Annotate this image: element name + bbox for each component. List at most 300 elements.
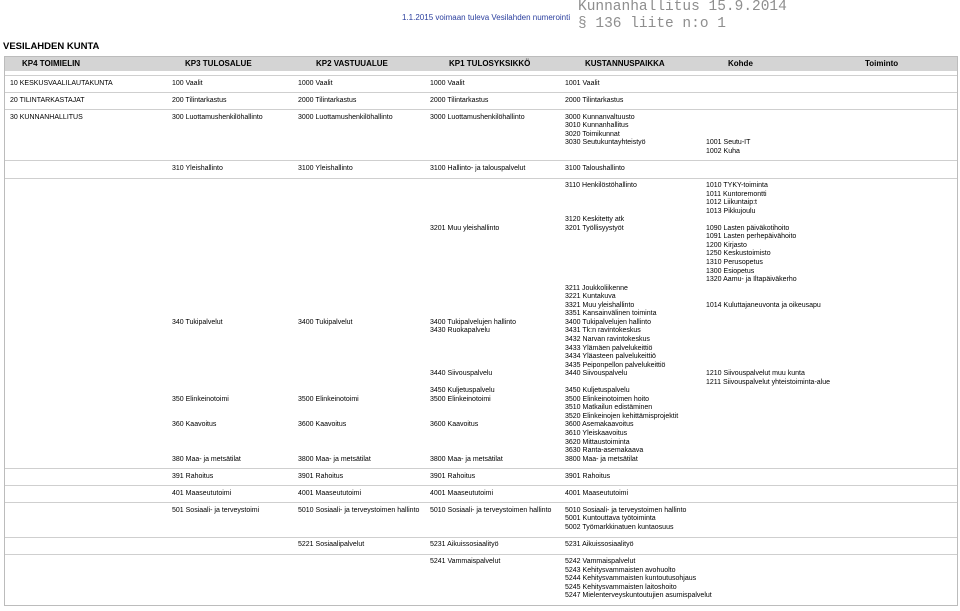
- target-name: Kuntoremontti: [723, 190, 767, 198]
- cost-center-name: Tilintarkastus: [582, 96, 624, 104]
- account-group: [5, 97, 957, 106]
- cost-center-cell: [565, 302, 634, 311]
- kp1-name: Muu yleishallinto: [447, 224, 500, 232]
- cost-center-name: Joukkoliikenne: [582, 284, 628, 292]
- kp1-name: Vammaispalvelut: [447, 558, 501, 566]
- kp1-cell: [430, 114, 525, 123]
- kp3-code: 360: [172, 421, 184, 429]
- cost-center-name: Elinkeinojen kehittämisprojektit: [582, 412, 679, 420]
- target-code: 1211: [706, 378, 722, 386]
- kp2-name: Elinkeinotoimi: [315, 395, 359, 403]
- kp1-cell: [430, 490, 493, 499]
- table-row: [5, 413, 957, 422]
- table-body: [5, 71, 957, 601]
- target-code: 1300: [706, 267, 722, 275]
- kp4-code: 20: [10, 96, 18, 104]
- kp1-cell: [430, 97, 488, 106]
- kp3-name: Sosiaali- ja terveystoimi: [185, 506, 260, 514]
- kp2-name: Sosiaali- ja terveystoimen hallinto: [315, 506, 420, 514]
- column-header-kp1: KP1 TULOSYKSIKKÖ: [449, 59, 531, 68]
- table-row: [5, 97, 957, 106]
- target-cell: [706, 182, 768, 191]
- kp3-cell: [172, 473, 213, 482]
- target-name: Pikkujoulu: [723, 207, 756, 215]
- cost-center-cell: [565, 122, 628, 131]
- table-row: [5, 456, 957, 465]
- cost-center-cell: [565, 421, 634, 430]
- kp1-name: Rahoitus: [447, 472, 476, 480]
- column-header-target: Kohde: [728, 59, 753, 68]
- cost-center-code: 2000: [565, 96, 581, 104]
- kp1-cell: [430, 327, 490, 336]
- cost-center-cell: [565, 345, 652, 354]
- table-row: [5, 216, 957, 225]
- kp1-code: 3201: [430, 224, 446, 232]
- target-name: Siivouspalvelut muu kunta: [723, 370, 805, 378]
- kp1-code: 3000: [430, 113, 446, 121]
- cost-center-cell: [565, 490, 628, 499]
- kp2-code: 3800: [298, 455, 314, 463]
- kp3-code: 100: [172, 79, 184, 87]
- stamp-appendix-line: § 136 liite n:o 1: [578, 16, 726, 32]
- target-name: Aamu- ja Iltapäiväkerho: [723, 276, 797, 284]
- target-cell: [706, 139, 750, 148]
- target-cell: [706, 225, 789, 234]
- kp3-name: Elinkeinotoimi: [185, 395, 229, 403]
- target-name: Seutu-IT: [723, 139, 751, 147]
- cost-center-code: 3450: [565, 387, 581, 395]
- cost-center-code: 3520: [565, 412, 581, 420]
- target-name: Liikuntaip:t: [723, 199, 757, 207]
- kp1-code: 3450: [430, 387, 446, 395]
- kp1-cell: [430, 558, 500, 567]
- target-code: 1091: [706, 233, 722, 241]
- table-row: [5, 208, 957, 217]
- cost-center-cell: [565, 336, 650, 345]
- cost-center-name: Mielenterveyskuntoutujien asumispalvelut: [582, 592, 712, 600]
- cost-center-code: 3610: [565, 429, 581, 437]
- kp2-code: 5010: [298, 506, 314, 514]
- cost-center-code: 3010: [565, 122, 581, 130]
- kp2-cell: [298, 165, 353, 174]
- table-row: [5, 515, 957, 524]
- table-row: [5, 447, 957, 456]
- account-group: [5, 165, 957, 174]
- kp2-cell: [298, 456, 371, 465]
- kp1-cell: [430, 225, 499, 234]
- kp1-name: Aikuissosiaalityö: [447, 541, 499, 549]
- table-row: [5, 259, 957, 268]
- table-row: [5, 362, 957, 371]
- kp1-code: 4001: [430, 489, 446, 497]
- cost-center-cell: [565, 575, 696, 584]
- cost-center-cell: [565, 285, 628, 294]
- cost-center-name: Maaseututoimi: [582, 489, 629, 497]
- kp1-cell: [430, 507, 551, 516]
- table-row: [5, 541, 957, 550]
- target-cell: [706, 259, 763, 268]
- cost-center-name: Tukipalvelujen hallinto: [582, 318, 652, 326]
- row-separator: [5, 88, 957, 97]
- cost-center-name: Vaalit: [582, 79, 600, 87]
- kp4-name: KESKUSVAALILAUTAKUNTA: [19, 79, 113, 87]
- table-row: [5, 567, 957, 576]
- cost-center-code: 3211: [565, 284, 581, 292]
- table-row: [5, 575, 957, 584]
- cost-center-name: Matkailun edistäminen: [582, 404, 653, 412]
- target-name: Lasten perhepäivähoito: [723, 233, 797, 241]
- cost-center-name: Muu yleishallinto: [582, 301, 635, 309]
- kp2-code: 4001: [298, 489, 314, 497]
- account-group: [5, 473, 957, 482]
- cost-center-cell: [565, 439, 630, 448]
- table-row: [5, 276, 957, 285]
- cost-center-cell: [565, 404, 652, 413]
- row-separator: [5, 481, 957, 490]
- kp3-code: 200: [172, 96, 184, 104]
- cost-center-name: Yläasteen palvelukeittiö: [582, 353, 656, 361]
- target-cell: [706, 199, 757, 208]
- meeting-stamp: [578, 0, 787, 33]
- kp1-cell: [430, 396, 491, 405]
- table-row: [5, 584, 957, 593]
- table-row: [5, 387, 957, 396]
- row-separator: [5, 174, 957, 183]
- cost-center-cell: [565, 319, 651, 328]
- cost-center-name: Yleiskaavoitus: [582, 429, 628, 437]
- cost-center-name: Kansainvälinen toiminta: [582, 310, 657, 318]
- cost-center-name: Ranta-asemakaava: [582, 447, 644, 455]
- account-group: [5, 558, 957, 601]
- cost-center-code: 3500: [565, 395, 581, 403]
- kp1-name: Luottamushenkilöhallinto: [447, 113, 525, 121]
- cost-center-cell: [565, 507, 686, 516]
- cost-center-name: Henkilöstöhallinto: [582, 182, 637, 190]
- table-row: [5, 524, 957, 533]
- cost-center-code: 3620: [565, 438, 581, 446]
- account-structure-table: [4, 56, 958, 606]
- table-row: [5, 199, 957, 208]
- row-separator: [5, 464, 957, 473]
- kp3-name: Tilintarkastus: [185, 96, 227, 104]
- cost-center-cell: [565, 310, 656, 319]
- cost-center-name: Toimikunnat: [582, 130, 620, 138]
- kp3-cell: [172, 421, 216, 430]
- target-cell: [706, 370, 805, 379]
- table-row: [5, 191, 957, 200]
- account-group: [5, 80, 957, 89]
- table-row: [5, 285, 957, 294]
- target-code: 1090: [706, 224, 722, 232]
- cost-center-code: 3201: [565, 224, 581, 232]
- cost-center-name: Maa- ja metsätilat: [582, 455, 638, 463]
- cost-center-code: 3901: [565, 472, 581, 480]
- kp1-code: 3901: [430, 472, 446, 480]
- table-row: [5, 225, 957, 234]
- kp2-cell: [298, 541, 364, 550]
- cost-center-cell: [565, 97, 623, 106]
- column-header-kp4: KP4 TOIMIELIN: [22, 59, 81, 68]
- kp2-name: Maaseututoimi: [315, 489, 362, 497]
- table-row: [5, 250, 957, 259]
- kp1-code: 3440: [430, 370, 446, 378]
- cost-center-cell: [565, 413, 678, 422]
- kp2-code: 2000: [298, 96, 314, 104]
- kp4-cell: [10, 80, 113, 89]
- kp2-name: Yleishallinto: [315, 165, 353, 173]
- kp2-name: Kaavoitus: [315, 421, 347, 429]
- target-code: 1320: [706, 276, 722, 284]
- kp1-name: Kaavoitus: [447, 421, 479, 429]
- cost-center-name: Narvan ravintokeskus: [582, 335, 650, 343]
- cost-center-cell: [565, 456, 638, 465]
- cost-center-code: 5247: [565, 592, 581, 600]
- kp3-name: Luottamushenkilöhallinto: [185, 113, 263, 121]
- cost-center-code: 3030: [565, 139, 581, 147]
- cost-center-name: Siivouspalvelu: [582, 370, 628, 378]
- kp2-cell: [298, 473, 343, 482]
- kp3-cell: [172, 396, 229, 405]
- kp2-cell: [298, 507, 419, 516]
- kp3-code: 391: [172, 472, 184, 480]
- account-group: [5, 490, 957, 499]
- cost-center-code: 3221: [565, 293, 581, 301]
- row-separator: [5, 105, 957, 114]
- cost-center-code: 3100: [565, 165, 581, 173]
- target-code: 1250: [706, 250, 722, 258]
- kp2-name: Tukipalvelut: [315, 318, 353, 326]
- table-row: [5, 131, 957, 140]
- table-row: [5, 353, 957, 362]
- kp3-code: 300: [172, 113, 184, 121]
- cost-center-code: 3120: [565, 216, 581, 224]
- kp3-name: Kaavoitus: [185, 421, 217, 429]
- stamp-meeting-line: Kunnanhallitus 15.9.2014: [578, 0, 787, 15]
- cost-center-code: 3431: [565, 327, 581, 335]
- cost-center-cell: [565, 541, 634, 550]
- kp2-cell: [298, 97, 356, 106]
- cost-center-code: 5244: [565, 575, 581, 583]
- kp1-cell: [430, 319, 516, 328]
- table-row: [5, 182, 957, 191]
- target-cell: [706, 233, 796, 242]
- table-row: [5, 430, 957, 439]
- kp1-code: 5231: [430, 541, 446, 549]
- table-header: [5, 57, 957, 71]
- target-name: Esiopetus: [723, 267, 755, 275]
- table-row: [5, 242, 957, 251]
- cost-center-name: Mittaustoiminta: [582, 438, 630, 446]
- cost-center-name: Rahoitus: [582, 472, 611, 480]
- kp3-cell: [172, 490, 231, 499]
- target-cell: [706, 276, 797, 285]
- target-name: Kuluttajaneuvonta ja oikeusapu: [723, 301, 821, 309]
- target-cell: [706, 208, 755, 217]
- table-row: [5, 233, 957, 242]
- kp3-code: 310: [172, 165, 184, 173]
- cost-center-cell: [565, 165, 625, 174]
- target-name: Kirjasto: [723, 241, 747, 249]
- table-row: [5, 473, 957, 482]
- kp1-cell: [430, 456, 503, 465]
- kp2-cell: [298, 396, 359, 405]
- kp1-name: Kuljetuspalvelu: [447, 387, 495, 395]
- kp2-name: Rahoitus: [315, 472, 344, 480]
- table-row: [5, 310, 957, 319]
- cost-center-name: Sosiaali- ja terveystoimen hallinto: [582, 506, 687, 514]
- cost-center-code: 3321: [565, 301, 581, 309]
- row-separator: [5, 156, 957, 165]
- target-name: Siivouspalvelut yhteistoiminta-alue: [723, 378, 831, 386]
- kp1-code: 3400: [430, 318, 446, 326]
- table-row: [5, 302, 957, 311]
- kp1-code: 5010: [430, 506, 446, 514]
- cost-center-cell: [565, 139, 646, 148]
- cost-center-cell: [565, 182, 637, 191]
- kp2-code: 3500: [298, 395, 314, 403]
- kp1-code: 1000: [430, 79, 446, 87]
- kp3-cell: [172, 114, 263, 123]
- cost-center-cell: [565, 430, 627, 439]
- kp3-cell: [172, 456, 241, 465]
- cost-center-code: 3433: [565, 344, 581, 352]
- cost-center-name: Kehitysvammaisten avohuolto: [582, 566, 676, 574]
- cost-center-code: 3440: [565, 370, 581, 378]
- kp1-code: 3500: [430, 395, 446, 403]
- target-cell: [706, 379, 830, 388]
- kp2-code: 3600: [298, 421, 314, 429]
- cost-center-cell: [565, 327, 641, 336]
- column-header-kp2: KP2 VASTUUALUE: [316, 59, 388, 68]
- row-separator: [5, 533, 957, 542]
- target-name: Lasten päiväkotihoito: [723, 224, 790, 232]
- cost-center-name: Työmarkkinatuen kuntaosuus: [582, 523, 674, 531]
- kp3-cell: [172, 165, 223, 174]
- kp3-name: Rahoitus: [185, 472, 214, 480]
- kp1-cell: [430, 473, 475, 482]
- kp1-code: 3430: [430, 327, 446, 335]
- cost-center-cell: [565, 396, 649, 405]
- cost-center-cell: [565, 567, 676, 576]
- kp2-name: Sosiaalipalvelut: [315, 541, 365, 549]
- target-name: Kuha: [723, 147, 740, 155]
- kp2-name: Luottamushenkilöhallinto: [315, 113, 393, 121]
- table-row: [5, 379, 957, 388]
- target-code: 1310: [706, 259, 722, 267]
- cost-center-code: 3510: [565, 404, 581, 412]
- cost-center-name: Keskitetty atk: [582, 216, 625, 224]
- cost-center-code: 5231: [565, 541, 581, 549]
- cost-center-cell: [565, 370, 627, 379]
- cost-center-cell: [565, 216, 624, 225]
- target-name: Perusopetus: [723, 259, 763, 267]
- kp4-code: 10: [10, 79, 18, 87]
- kp2-code: 1000: [298, 79, 314, 87]
- cost-center-name: Asemakaavoitus: [582, 421, 634, 429]
- kp1-code: 5241: [430, 558, 446, 566]
- cost-center-cell: [565, 387, 630, 396]
- target-cell: [706, 250, 771, 259]
- row-separator: [5, 71, 957, 80]
- cost-center-cell: [565, 225, 624, 234]
- kp4-name: TILINTARKASTAJAT: [19, 96, 85, 104]
- cost-center-cell: [565, 584, 677, 593]
- kp2-cell: [298, 421, 346, 430]
- kp1-name: Maa- ja metsätilat: [447, 455, 503, 463]
- kp1-cell: [430, 370, 492, 379]
- cost-center-name: Seutukuntayhteistyö: [582, 139, 646, 147]
- cost-center-code: 3110: [565, 182, 581, 190]
- cost-center-name: Kuntouttava työtoiminta: [582, 515, 656, 523]
- account-group: [5, 114, 957, 157]
- cost-center-code: 3800: [565, 455, 581, 463]
- kp3-code: 350: [172, 395, 184, 403]
- kp2-code: 3100: [298, 165, 314, 173]
- target-cell: [706, 148, 740, 157]
- kp3-name: Maa- ja metsätilat: [185, 455, 241, 463]
- cost-center-code: 3600: [565, 421, 581, 429]
- cost-center-name: Elinkeinotoimen hoito: [582, 395, 650, 403]
- cost-center-name: Tk:n ravintokeskus: [582, 327, 641, 335]
- kp2-code: 3400: [298, 318, 314, 326]
- table-row: [5, 122, 957, 131]
- table-row: [5, 139, 957, 148]
- cost-center-code: 5010: [565, 506, 581, 514]
- cost-center-name: Kuljetuspalvelu: [582, 387, 630, 395]
- cost-center-name: Ylämäen palvelukeittiö: [582, 344, 653, 352]
- account-group: [5, 182, 957, 464]
- kp1-cell: [430, 541, 499, 550]
- kp2-code: 3901: [298, 472, 314, 480]
- cost-center-code: 3351: [565, 310, 581, 318]
- target-code: 1010: [706, 182, 722, 190]
- cost-center-name: Työllisyystyöt: [582, 224, 624, 232]
- kp3-name: Vaalit: [185, 79, 203, 87]
- cost-center-code: 5245: [565, 583, 581, 591]
- kp1-name: Tilintarkastus: [447, 96, 489, 104]
- cost-center-name: Kunnanhallitus: [582, 122, 629, 130]
- table-row: [5, 336, 957, 345]
- cost-center-cell: [565, 592, 712, 601]
- table-row: [5, 370, 957, 379]
- cost-center-cell: [565, 353, 656, 362]
- kp1-name: Ruokapalvelu: [447, 327, 490, 335]
- cost-center-cell: [565, 515, 656, 524]
- kp1-name: Vaalit: [447, 79, 465, 87]
- cost-center-code: 5242: [565, 558, 581, 566]
- cost-center-cell: [565, 131, 620, 140]
- target-cell: [706, 191, 767, 200]
- column-header-activity: Toiminto: [865, 59, 899, 68]
- kp4-cell: [10, 97, 85, 106]
- target-name: TYKY-toiminta: [723, 182, 768, 190]
- cost-center-name: Aikuissosiaalityö: [582, 541, 634, 549]
- table-row: [5, 268, 957, 277]
- cost-center-name: Kuntakuva: [582, 293, 616, 301]
- cost-center-code: 3000: [565, 113, 581, 121]
- account-group: [5, 541, 957, 550]
- kp2-cell: [298, 490, 361, 499]
- kp4-code: 30: [10, 113, 18, 121]
- column-header-cost-center: KUSTANNUSPAIKKA: [585, 59, 665, 68]
- target-code: 1012: [706, 199, 722, 207]
- target-name: Keskustoimisto: [723, 250, 771, 258]
- cost-center-cell: [565, 293, 616, 302]
- cost-center-cell: [565, 362, 665, 371]
- cost-center-name: Kehitysvammaisten laitoshoito: [582, 583, 677, 591]
- kp1-name: Siivouspalvelu: [447, 370, 493, 378]
- table-row: [5, 148, 957, 157]
